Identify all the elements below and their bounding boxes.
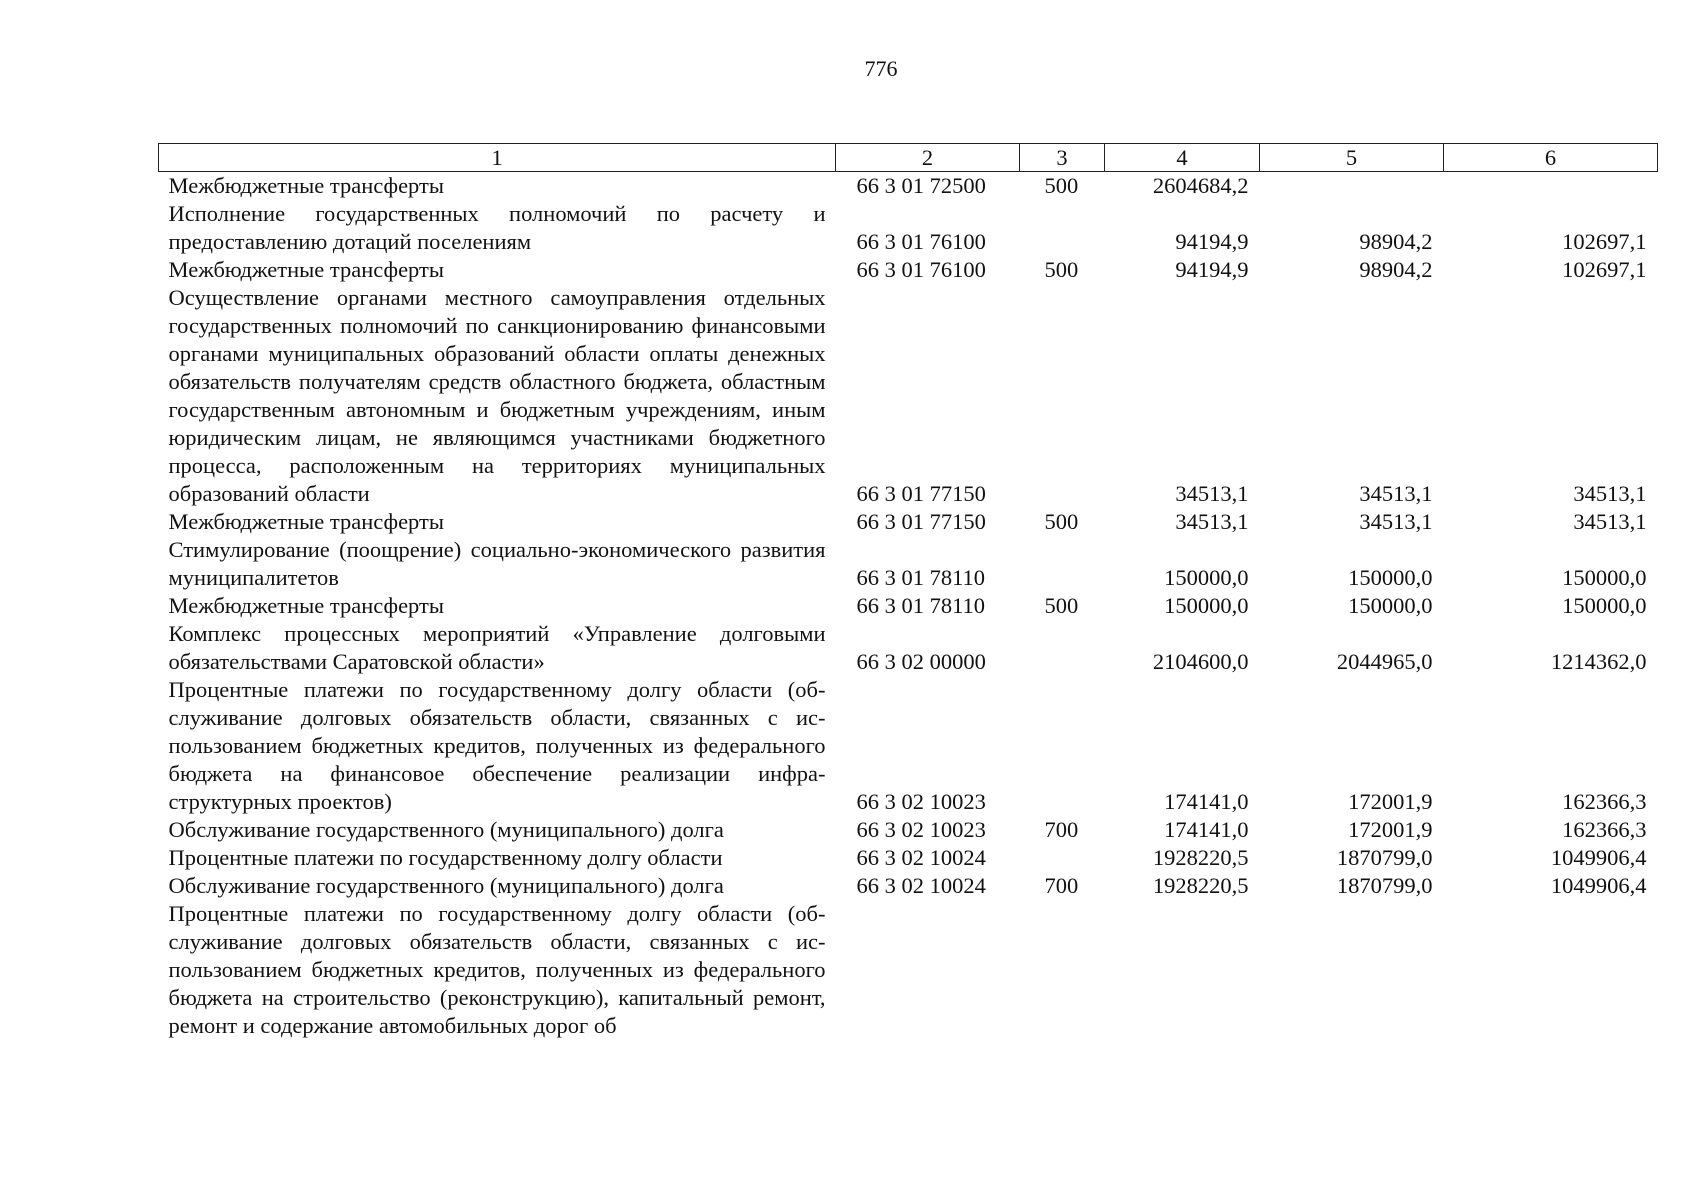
header-col-4: 4	[1105, 144, 1260, 172]
row-expense-type: 500	[1044, 593, 1079, 618]
table-row	[159, 200, 1658, 256]
table-row	[159, 172, 1658, 201]
row-value-col4: 174141,0	[1164, 789, 1249, 814]
table-row	[159, 508, 1658, 536]
row-target-code: 66 3 01 76100	[856, 257, 986, 282]
row-name: Межбюджетные трансферты	[168, 173, 444, 198]
table-row	[159, 536, 1658, 592]
row-name: Исполнение государственных полномочий по расчету и предоставлению дотаций поселениям	[168, 201, 826, 254]
row-value-col4: 34513,1	[1175, 481, 1249, 506]
row-value-col5: 34513,1	[1359, 509, 1433, 534]
table-row	[159, 284, 1658, 508]
page-number: 776	[864, 56, 898, 81]
table-body	[159, 172, 1658, 1041]
row-value-col6: 1049906,4	[1550, 873, 1647, 898]
row-value-col5	[1260, 172, 1444, 201]
row-target-code: 66 3 01 78110	[856, 565, 986, 590]
row-value-col6: 150000,0	[1562, 565, 1647, 590]
header-col-2: 2	[836, 144, 1020, 172]
row-target-code: 66 3 02 00000	[856, 649, 986, 674]
header-col-1: 1	[159, 144, 836, 172]
row-value-col4: 1928220,5	[1152, 873, 1249, 898]
row-value-col4: 2104600,0	[1152, 649, 1249, 674]
table-row	[159, 256, 1658, 284]
row-value-col6: 34513,1	[1573, 509, 1647, 534]
row-value-col6: 102697,1	[1562, 257, 1647, 282]
row-target-code: 66 3 01 77150	[856, 481, 986, 506]
header-col-5: 5	[1260, 144, 1444, 172]
row-value-col6	[1444, 172, 1658, 201]
row-target-code: 66 3 02 10023	[856, 789, 986, 814]
row-value-col5: 150000,0	[1348, 565, 1433, 590]
row-name: Межбюджетные трансферты	[168, 509, 444, 534]
row-value-col6: 162366,3	[1562, 817, 1647, 842]
table-header	[159, 144, 1658, 172]
row-value-col4: 1928220,5	[1152, 845, 1249, 870]
row-expense-type	[1020, 200, 1105, 256]
row-name: Комплекс процессных мероприятий «Управление долговыми обязательствами Саратовской области»	[168, 621, 826, 674]
table-row	[159, 816, 1658, 844]
table-row	[159, 900, 1658, 1040]
row-target-code: 66 3 02 10024	[856, 845, 986, 870]
row-expense-type	[1020, 284, 1105, 508]
row-value-col5	[1260, 900, 1444, 1040]
row-target-code: 66 3 01 78110	[856, 593, 986, 618]
row-name: Процентные платежи по государственному долгу области	[168, 845, 723, 870]
row-value-col6: 150000,0	[1562, 593, 1647, 618]
row-value-col4: 150000,0	[1164, 593, 1249, 618]
row-value-col6: 34513,1	[1573, 481, 1647, 506]
row-value-col5: 172001,9	[1348, 817, 1433, 842]
row-value-col5: 1870799,0	[1336, 845, 1433, 870]
table-row	[159, 872, 1658, 900]
row-name: Стимулирование (поощрение) социально-экономического развития муниципалитетов	[168, 537, 826, 590]
row-value-col5: 1870799,0	[1336, 873, 1433, 898]
row-name: Процентные платежи по государственному долгу области (обслуживание долговых обязательств области, связанных с использованием бюджетных кредитов, полученных из федерального бюджета на финансовое обеспечение реализации инфраструктурных проектов)	[168, 677, 826, 814]
row-value-col4: 174141,0	[1164, 817, 1249, 842]
row-target-code	[836, 900, 1020, 1040]
row-name: Обслуживание государственного (муниципального) долга	[168, 817, 724, 842]
row-name: Обслуживание государственного (муниципального) долга	[168, 873, 724, 898]
row-expense-type: 700	[1044, 817, 1079, 842]
row-expense-type	[1020, 536, 1105, 592]
budget-table	[158, 143, 1658, 1040]
row-value-col5: 2044965,0	[1336, 649, 1433, 674]
row-value-col5: 172001,9	[1348, 789, 1433, 814]
row-name: Осуществление органами местного самоуправления отдельных государственных полномочий по санкционированию финансовыми органами муниципальных образований области оплаты денежных обязательств получателям средств областного бюджета, областным государственным автономным и бюджетным учреждениям, иным юридическим лицам, не являющимся участниками бюджетного процесса, расположенным на территориях муниципальных образований области	[168, 285, 826, 506]
row-expense-type: 500	[1044, 257, 1079, 282]
row-target-code: 66 3 01 77150	[856, 509, 986, 534]
table-row	[159, 592, 1658, 620]
row-value-col6: 1049906,4	[1550, 845, 1647, 870]
row-target-code: 66 3 02 10024	[856, 873, 986, 898]
row-expense-type	[1020, 676, 1105, 816]
row-expense-type	[1020, 620, 1105, 676]
row-name: Процентные платежи по государственному долгу области (обслуживание долговых обязательств области, связанных с использованием бюджетных кредитов, полученных из федерального бюджета на строительство (реконструкцию), капитальный ремонт, ремонт и содержание автомобильных дорог об	[168, 901, 826, 1038]
row-value-col4: 34513,1	[1175, 509, 1249, 534]
row-value-col5: 98904,2	[1359, 229, 1433, 254]
row-expense-type	[1020, 900, 1105, 1040]
table-row	[159, 620, 1658, 676]
row-value-col4: 2604684,2	[1152, 173, 1249, 198]
row-value-col6	[1444, 900, 1658, 1040]
row-target-code: 66 3 01 76100	[856, 229, 986, 254]
row-target-code: 66 3 02 10023	[856, 817, 986, 842]
row-value-col4: 94194,9	[1175, 257, 1249, 282]
row-value-col6: 102697,1	[1562, 229, 1647, 254]
header-col-3: 3	[1020, 144, 1105, 172]
row-expense-type: 500	[1044, 173, 1079, 198]
row-value-col4: 150000,0	[1164, 565, 1249, 590]
row-name: Межбюджетные трансферты	[168, 257, 444, 282]
row-expense-type: 500	[1044, 509, 1079, 534]
header-col-6: 6	[1444, 144, 1658, 172]
row-value-col5: 34513,1	[1359, 481, 1433, 506]
row-expense-type: 700	[1044, 873, 1079, 898]
header-row	[159, 144, 1658, 172]
table-row	[159, 676, 1658, 816]
row-value-col5: 150000,0	[1348, 593, 1433, 618]
row-value-col6: 1214362,0	[1550, 649, 1647, 674]
row-expense-type	[1020, 844, 1105, 872]
row-target-code: 66 3 01 72500	[856, 173, 986, 198]
row-value-col4	[1105, 900, 1260, 1040]
table-row	[159, 844, 1658, 872]
row-value-col5: 98904,2	[1359, 257, 1433, 282]
row-name: Межбюджетные трансферты	[168, 593, 444, 618]
row-value-col6: 162366,3	[1562, 789, 1647, 814]
row-value-col4: 94194,9	[1175, 229, 1249, 254]
